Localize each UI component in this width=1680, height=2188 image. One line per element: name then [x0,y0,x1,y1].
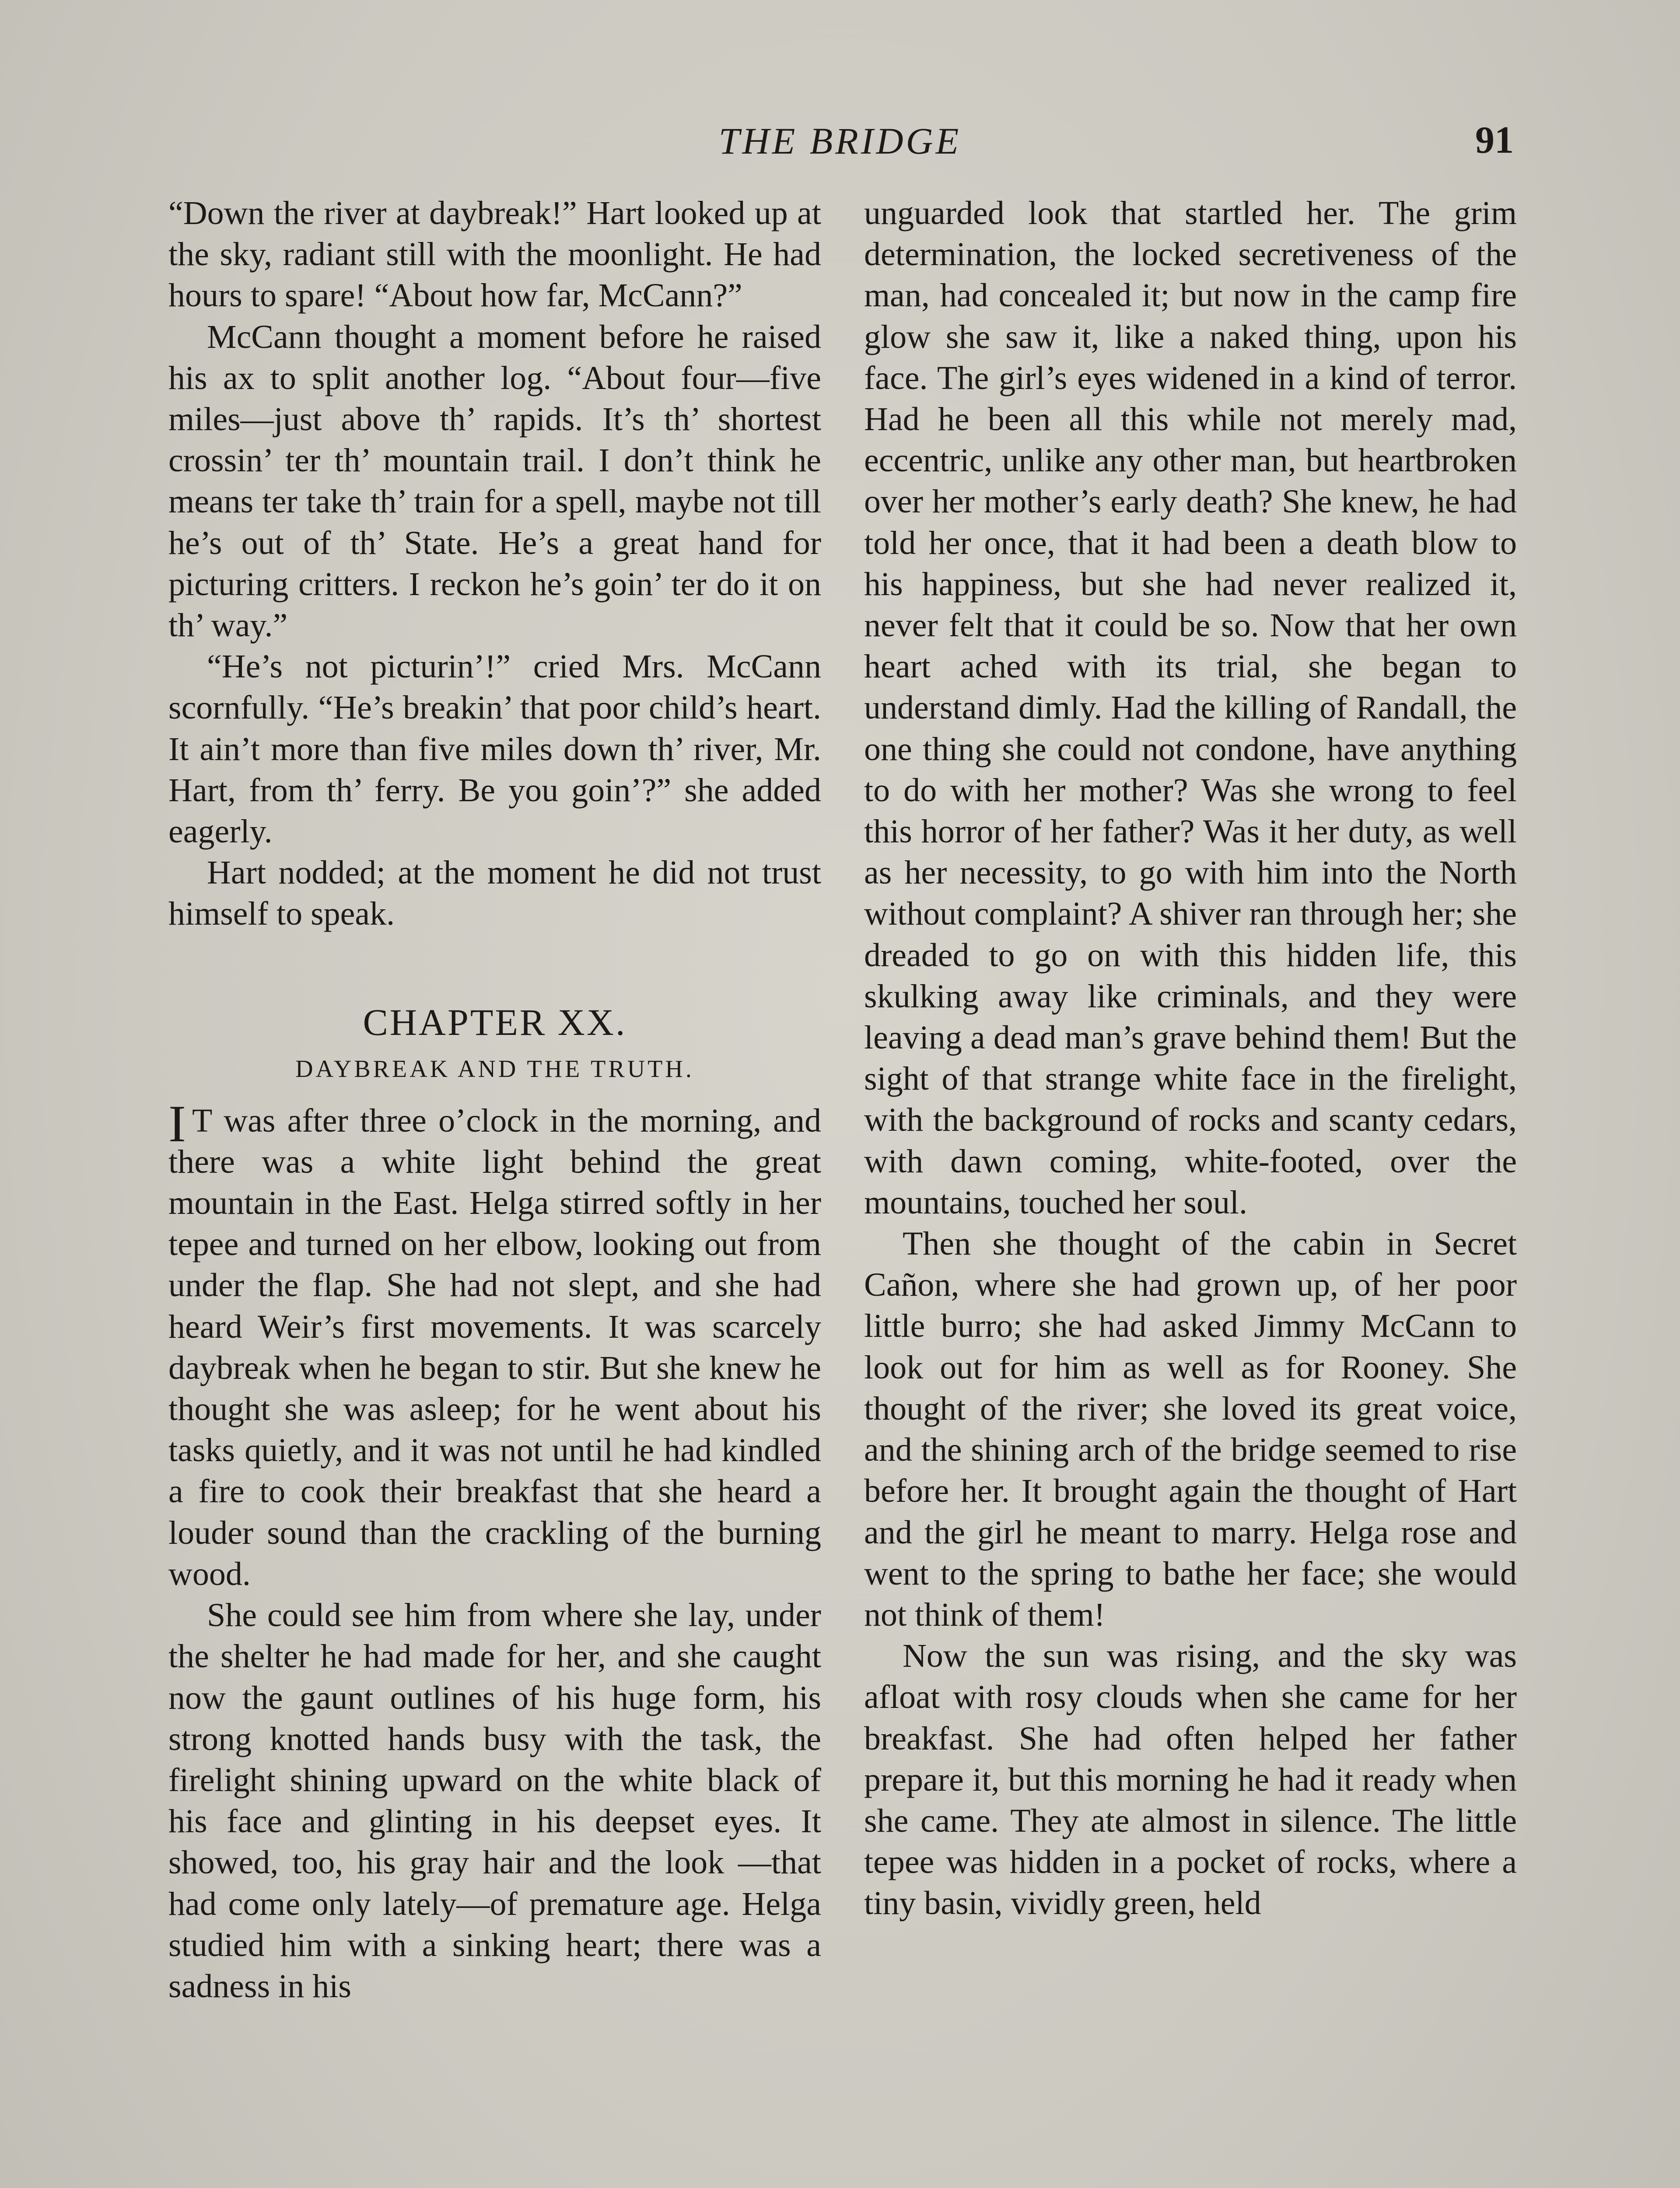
paragraph: “He’s not picturin’!” cried Mrs. McCann scornfully. “He’s breakin’ that poor child’s heart. It ain’t more than five miles down th’ river, Mr. Hart, from th’ ferry. Be you goin’?” she added eagerly. [168,648,821,850]
paragraph: She could see him from where she lay, under the shelter he had made for her, and she caught now the gaunt outlines of his huge form, his strong knotted hands busy with the task, the firelight shining upward on the white black of his face and glinting in his deepset eyes. It showed, too, his gray hair and the look —that had come only lately—of premature age. Helga studied him with a sinking heart; there was a sadness in his [168,1597,821,2005]
left-column [168,193,821,2007]
opening-text: T was after three o’clock in the morning, and there was a white light behind the great mountain in the East. Helga stirred softly in her tepee and turned on her elbow, looking out from under the flap. She had not slept, and she had heard Weir’s first movements. It was scarcely daybreak when he began to stir. But she knew he thought she was asleep; for he went about his tasks quietly, and it was not until he had kindled a fire to cook their breakfast that she heard a louder sound than the crackling of the burning wood. [168,1102,821,1592]
paragraph: McCann thought a moment before he raised his ax to split another log. “About four—five miles—just above th’ rapids. It’s th’ shortest crossin’ ter th’ mountain trail. I don’t think he means ter take th’ train for a spell, maybe not till he’s out of th’ State. He’s a great hand for picturing critters. I reckon he’s goin’ ter do it on th’ way.” [168,318,821,644]
chapter-subtitle: DAYBREAK AND THE TRUTH. [295,1055,694,1083]
chapter-title-block [168,1000,821,1084]
paragraph: Hart nodded; at the moment he did not trust himself to speak. [168,854,821,933]
running-title: THE BRIDGE [718,120,962,162]
chapter-heading: CHAPTER XX. [363,1001,627,1043]
right-column [864,193,1517,1924]
drop-cap: I [168,1094,186,1153]
paragraph: Then she thought of the cabin in Secret Cañon, where she had grown up, of her poor little burro; she had asked Jimmy McCann to look out for him as well as for Rooney. She thought of the river; she loved its great voice, and the shining arch of the bridge seemed to rise before her. It brought again the thought of Hart and the girl he meant to marry. Helga rose and went to the spring to bathe her face; she would not think of them! [864,1225,1517,1633]
running-header [0,115,1680,167]
paragraph: Now the sun was rising, and the sky was afloat with rosy clouds when she came for her breakfast. She had often helped her father prepare it, but this morning he had it ready when she came. They ate almost in silence. The little tepee was hidden in a pocket of rocks, where a tiny basin, vividly green, held [864,1637,1517,1922]
paragraph: “Down the river at daybreak!” Hart looked up at the sky, radiant still with the moonlight. He had hours to spare! “About how far, McCann?” [168,195,821,314]
page-number: 91 [1475,119,1514,161]
chapter-opening-paragraph [168,1094,821,1595]
paragraph: unguarded look that startled her. The grim determination, the locked secretiveness of the man, had concealed it; but now in the camp fire glow she saw it, like a naked thing, upon his face. The girl’s eyes widened in a kind of terror. Had he been all this while not merely mad, eccentric, unlike any other man, but heartbroken over her mother’s early death? She knew, he had told her once, that it had been a death blow to his happiness, but she had never realized it, never felt that it could be so. Now that her own heart ached with its trial, she began to understand dimly. Had the killing of Randall, the one thing she could not condone, have anything to do with her mother? Was she wrong to feel this horror of her father? Was it her duty, as well as her necessity, to go with him into the North without complaint? A shiver ran through her; she dreaded to go on with this hidden life, this skulking away like criminals, and they were leaving a dead man’s grave behind them! But the sight of that strange white face in the firelight, with the background of rocks and scanty cedars, with dawn coming, white-footed, over the mountains, touched her soul. [864,195,1517,1221]
